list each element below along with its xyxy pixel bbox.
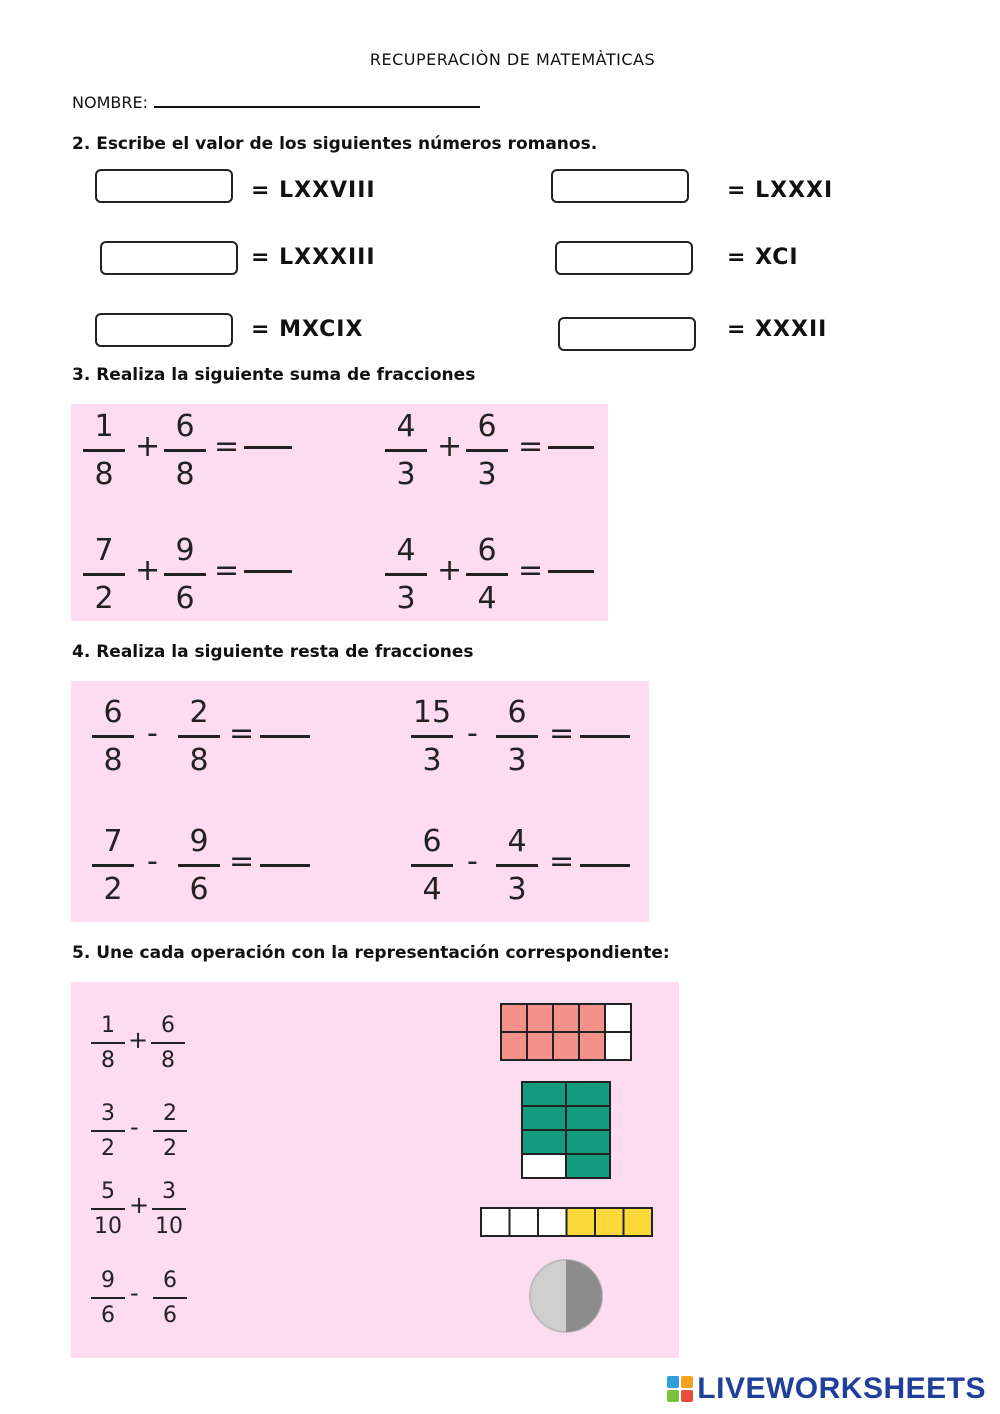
grid-cell <box>553 1004 579 1032</box>
fraction[interactable]: 1 8 <box>89 1015 127 1072</box>
answer-line[interactable] <box>548 446 594 449</box>
fraction: 1 8 <box>81 412 127 490</box>
fraction: 9 6 <box>176 827 222 905</box>
fraction: 4 3 <box>383 536 429 614</box>
roman-label-4: = XCI <box>727 245 799 270</box>
fraction: 2 8 <box>176 698 222 776</box>
equals-sign: = <box>518 553 544 588</box>
grid-cell <box>522 1106 566 1130</box>
fraction: 4 3 <box>494 827 540 905</box>
fraction[interactable]: 6 6 <box>151 1270 189 1327</box>
fraction[interactable]: 2 2 <box>151 1103 189 1160</box>
fraction: 7 2 <box>81 536 127 614</box>
strip-cell <box>595 1208 624 1236</box>
fraction: 15 3 <box>412 695 452 778</box>
grid-cell <box>522 1154 566 1178</box>
grid-cell <box>501 1032 527 1060</box>
roman-heading: 2. Escribe el valor de los siguientes números romanos. <box>72 134 598 154</box>
addition-heading: 3. Realiza la siguiente suma de fracciones <box>72 365 476 385</box>
fraction: 6 8 <box>162 412 208 490</box>
answer-line[interactable] <box>580 735 630 738</box>
fraction: 6 4 <box>464 536 510 614</box>
minus-sign: - <box>467 716 478 751</box>
minus-sign: - <box>130 1279 139 1307</box>
grid-cell <box>527 1032 553 1060</box>
answer-line[interactable] <box>580 864 630 867</box>
grid-cell <box>522 1082 566 1106</box>
plus-sign: + <box>437 429 463 464</box>
equals-sign: = <box>214 429 240 464</box>
roman-answer-box-1[interactable] <box>95 169 233 203</box>
equals-sign: = <box>518 429 544 464</box>
equals-sign: = <box>549 844 575 879</box>
grid-cell <box>605 1004 631 1032</box>
grid-cell <box>566 1106 610 1130</box>
roman-label-1: = LXXVIII <box>251 178 376 203</box>
fraction: 4 3 <box>383 412 429 490</box>
fraction-model-circle[interactable] <box>530 1260 602 1332</box>
fraction: 7 2 <box>90 827 136 905</box>
plus-sign: + <box>129 1191 150 1219</box>
answer-line[interactable] <box>548 570 594 573</box>
strip-cell <box>624 1208 653 1236</box>
fraction: 6 8 <box>90 698 136 776</box>
liveworksheets-logo-icon <box>667 1376 693 1402</box>
roman-label-3: = LXXXIII <box>251 245 376 270</box>
equals-sign: = <box>214 553 240 588</box>
fraction[interactable]: 5 10 <box>87 1181 129 1238</box>
minus-sign: - <box>130 1113 139 1141</box>
answer-line[interactable] <box>244 446 292 449</box>
liveworksheets-logo <box>667 1372 986 1406</box>
fraction: 6 3 <box>464 412 510 490</box>
roman-label-2: = LXXXI <box>727 178 834 203</box>
representations-canvas <box>71 982 679 1358</box>
name-row <box>72 92 480 112</box>
matching-panel <box>71 982 679 1358</box>
fraction-model-strip[interactable] <box>481 1208 652 1236</box>
fraction[interactable]: 3 2 <box>89 1103 127 1160</box>
strip-cell <box>510 1208 539 1236</box>
name-field[interactable] <box>154 92 480 108</box>
equals-sign: = <box>229 844 255 879</box>
plus-sign: + <box>128 1026 149 1054</box>
answer-line[interactable] <box>260 864 310 867</box>
roman-answer-box-2[interactable] <box>551 169 689 203</box>
answer-line[interactable] <box>260 735 310 738</box>
brand-name: LIVEWORKSHEETS <box>697 1372 986 1405</box>
subtraction-heading: 4. Realiza la siguiente resta de fracciones <box>72 642 474 662</box>
plus-sign: + <box>135 429 161 464</box>
fraction: 6 4 <box>407 827 457 905</box>
roman-answer-box-4[interactable] <box>555 241 693 275</box>
grid-cell <box>566 1154 610 1178</box>
grid-cell <box>527 1004 553 1032</box>
grid-cell <box>566 1082 610 1106</box>
roman-answer-box-5[interactable] <box>95 313 233 347</box>
page-title: RECUPERACIÒN DE MATEMÀTICAS <box>369 50 656 69</box>
minus-sign: - <box>147 716 158 751</box>
subtraction-panel <box>71 681 649 922</box>
equals-sign: = <box>229 716 255 751</box>
fraction-model-grid-4x2[interactable] <box>522 1082 610 1178</box>
fraction: 9 6 <box>162 536 208 614</box>
strip-cell <box>538 1208 567 1236</box>
grid-cell <box>579 1004 605 1032</box>
equals-sign: = <box>549 716 575 751</box>
roman-answer-box-3[interactable] <box>100 241 238 275</box>
grid-cell <box>605 1032 631 1060</box>
plus-sign: + <box>437 553 463 588</box>
plus-sign: + <box>135 553 161 588</box>
fraction-model-grid-2x5[interactable] <box>501 1004 631 1060</box>
fraction[interactable]: 6 8 <box>149 1015 187 1072</box>
roman-answer-box-6[interactable] <box>558 317 696 351</box>
circle-shaded-part <box>566 1260 602 1332</box>
roman-label-6: = XXXII <box>727 317 828 342</box>
minus-sign: - <box>467 844 478 879</box>
grid-cell <box>579 1032 605 1060</box>
matching-heading: 5. Une cada operación con la representación correspondiente: <box>72 943 670 963</box>
grid-cell <box>566 1130 610 1154</box>
grid-cell <box>501 1004 527 1032</box>
grid-cell <box>522 1130 566 1154</box>
roman-label-5: = MXCIX <box>251 317 364 342</box>
fraction[interactable]: 9 6 <box>89 1270 127 1327</box>
name-label: NOMBRE: <box>72 93 148 112</box>
strip-cell <box>481 1208 510 1236</box>
addition-panel <box>71 404 608 621</box>
grid-cell <box>553 1032 579 1060</box>
fraction: 6 3 <box>494 698 540 776</box>
answer-line[interactable] <box>244 570 292 573</box>
fraction[interactable]: 3 10 <box>148 1181 190 1238</box>
strip-cell <box>567 1208 596 1236</box>
minus-sign: - <box>147 844 158 879</box>
